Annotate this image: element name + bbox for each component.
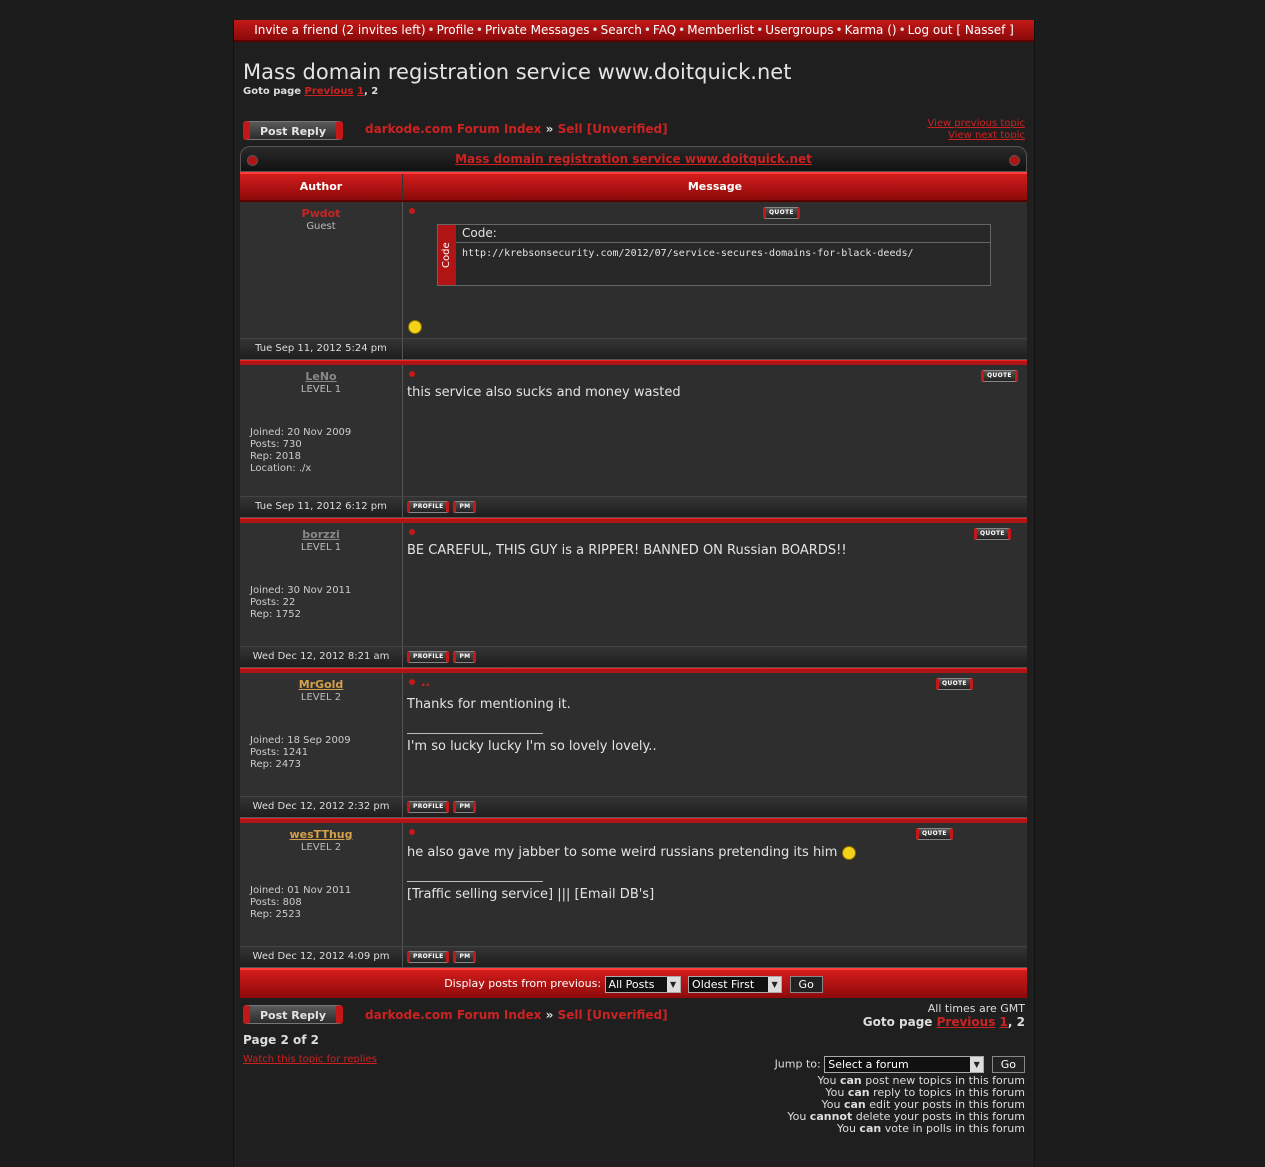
username[interactable]: LeNo [305,370,337,383]
top-nav-item[interactable]: Private Messages [485,23,590,37]
pm-button[interactable]: PM [453,651,476,663]
user-stats: Joined: 18 Sep 2009 Posts: 1241 Rep: 2473 [250,735,351,770]
post-date: Tue Sep 11, 2012 6:12 pm [240,497,403,517]
post-date: Wed Dec 12, 2012 4:09 pm [240,947,403,967]
user-stats: Joined: 30 Nov 2011 Posts: 22 Rep: 1752 [250,585,352,620]
permission-line: You can vote in polls in this forum [836,1122,1025,1135]
permission-line: You cannot delete your posts in this forum [787,1110,1025,1123]
posts-table [240,146,1027,998]
page-title: Mass domain registration service www.doitquick.net [243,60,792,84]
top-nav-item[interactable]: Invite a friend (2 invites left) [254,23,426,37]
post-author [240,823,403,946]
jump-to-label: Jump to: [774,1057,821,1071]
signature-divider [407,733,543,734]
permission-line: You can reply to topics in this forum [825,1086,1025,1099]
profile-button[interactable]: PROFILE [407,651,449,663]
top-nav-item[interactable]: Search [600,23,642,37]
post-row [240,365,1027,497]
pm-button[interactable]: PM [453,801,476,813]
post-icon [409,529,415,535]
nav-separator: • [475,23,483,37]
sort-order-select[interactable]: Oldest First ▼ [688,976,782,993]
top-nav-item[interactable]: Profile [436,23,474,37]
code-content: http://krebsonsecurity.com/2012/07/service-secures-domains-for-black-deeds/ [462,248,914,259]
smiley-icon [408,320,422,334]
code-block [437,224,991,286]
forum-link[interactable]: Sell [Unverified] [557,1008,668,1022]
post-date: Tue Sep 11, 2012 5:24 pm [240,339,403,359]
forum-link[interactable]: Sell [Unverified] [557,122,668,136]
chevron-down-icon: ▼ [768,977,781,992]
breadcrumb-top: darkode.com Forum Index » Sell [Unverified] [365,122,668,136]
topic-title-link[interactable]: Mass domain registration service www.doitquick.net [455,152,812,166]
top-nav [234,20,1034,42]
jump-go-button[interactable]: Go [992,1056,1025,1073]
quote-button[interactable]: QUOTE [763,207,800,219]
post-icon [409,829,415,835]
post-row [240,673,1027,797]
bottom-paging: All times are GMT Goto page Previous 1, 2 [862,1002,1025,1029]
page-of: Page 2 of 2 [243,1033,319,1047]
user-rank: LEVEL 2 [300,692,342,703]
page-1-link[interactable]: 1 [999,1015,1008,1029]
user-rank: LEVEL 2 [300,842,342,853]
post-icon [409,679,415,685]
profile-button[interactable]: PROFILE [407,951,449,963]
jump-to [775,1056,1025,1073]
top-nav-item[interactable]: Memberlist [687,23,755,37]
user-stats: Joined: 20 Nov 2009 Posts: 730 Rep: 2018 Location: ./x [250,427,352,474]
display-go-button[interactable]: Go [790,976,823,993]
topic-nav [927,118,1025,142]
nav-separator: • [591,23,599,37]
user-stats: Joined: 01 Nov 2011 Posts: 808 Rep: 2523 [250,885,352,920]
forum-index-link[interactable]: darkode.com Forum Index [365,122,542,136]
quote-button[interactable]: QUOTE [974,528,1011,540]
top-nav-item[interactable]: Karma () [844,23,897,37]
previous-page-link[interactable]: Previous [936,1015,996,1029]
nav-separator: • [835,23,843,37]
user-rank: LEVEL 1 [300,542,342,553]
view-next-topic-link[interactable]: View next topic [948,130,1025,141]
watch-topic-link[interactable]: Watch this topic for replies [243,1054,377,1065]
forum-index-link[interactable]: darkode.com Forum Index [365,1008,542,1022]
goto-page-top: Goto page Previous 1, 2 [243,86,379,97]
signature-text[interactable]: [Traffic selling service] ||| [Email DB's] [407,887,655,902]
post-subject: .. [421,675,431,689]
username[interactable]: MrGold [298,678,344,691]
red-dot-icon [1009,155,1020,166]
signature-text: I'm so lucky lucky I'm so lovely lovely.. [407,739,657,754]
chevron-down-icon: ▼ [667,977,680,992]
nav-separator: • [678,23,686,37]
user-rank: Guest [306,221,336,232]
message-text: Thanks for mentioning it. [407,697,571,712]
post-row [240,823,1027,947]
post-message [403,823,1027,946]
username: Pwdot [301,207,341,220]
pm-button[interactable]: PM [453,501,476,513]
topic-header [240,146,1027,172]
post-reply-button-top[interactable]: Post Reply [243,121,343,140]
message-text: BE CAREFUL, THIS GUY is a RIPPER! BANNED ON Russian BOARDS!! [407,543,847,558]
post-author [240,202,403,338]
column-header [240,172,1027,202]
post-footer [240,497,1027,518]
profile-button[interactable]: PROFILE [407,801,449,813]
post-footer [240,647,1027,668]
chevron-down-icon: ▼ [970,1057,983,1072]
post-row [240,202,1027,339]
post-icon [409,208,415,214]
author-column-header: Author [240,174,403,200]
message-wrap [407,845,856,860]
post-message [403,365,1027,496]
breadcrumb-bottom: darkode.com Forum Index » Sell [Unverified] [365,1008,668,1022]
red-dot-icon [247,155,258,166]
quote-button[interactable]: QUOTE [936,678,973,690]
post-message [403,673,1027,796]
profile-button[interactable]: PROFILE [407,501,449,513]
nav-separator: • [898,23,906,37]
post-icon [409,371,415,377]
post-reply-button-bottom[interactable]: Post Reply [243,1005,343,1024]
post-footer [240,947,1027,968]
message-text: he also gave my jabber to some weird russians pretending its him [407,845,838,860]
message-text: this service also sucks and money wasted [407,385,681,400]
post-author [240,523,403,646]
permission-line: You can edit your posts in this forum [821,1098,1025,1111]
code-side-label: Code [438,225,456,285]
timezone-note: All times are GMT [927,1002,1025,1015]
quote-button[interactable]: QUOTE [916,828,953,840]
post-message [403,523,1027,646]
pm-button[interactable]: PM [453,951,476,963]
signature-divider [407,881,543,882]
top-nav-item[interactable]: Usergroups [765,23,834,37]
display-posts-bar [240,968,1027,998]
post-footer [240,339,1027,360]
username[interactable]: borzzi [302,528,340,541]
posts-period-select[interactable]: All Posts ▼ [605,976,681,993]
page-1-link[interactable]: 1 [356,86,364,97]
post-author [240,673,403,796]
nav-separator: • [427,23,435,37]
message-column-header: Message [687,180,743,193]
user-rank: LEVEL 1 [300,384,342,395]
display-posts-label: Display posts from previous: [444,977,602,990]
view-previous-topic-link[interactable]: View previous topic [927,118,1025,129]
post-author [240,365,403,496]
quote-button[interactable]: QUOTE [981,370,1018,382]
nav-separator: • [643,23,651,37]
post-row [240,523,1027,647]
jump-forum-select[interactable]: Select a forum ▼ [824,1056,984,1073]
permission-line: You can post new topics in this forum [817,1074,1025,1087]
top-nav-item[interactable]: Log out [ Nassef ] [907,23,1014,37]
nav-separator: • [756,23,764,37]
post-date: Wed Dec 12, 2012 2:32 pm [240,797,403,817]
post-footer [240,797,1027,818]
permissions-list [787,1075,1025,1135]
code-header: Code: [456,225,990,243]
previous-page-link[interactable]: Previous [304,86,354,97]
post-date: Wed Dec 12, 2012 8:21 am [240,647,403,667]
top-nav-item[interactable]: FAQ [652,23,677,37]
username[interactable]: wesTThug [289,828,353,841]
post-message [403,202,1027,338]
smiley-icon [842,846,856,860]
forum-page [233,20,1035,1167]
